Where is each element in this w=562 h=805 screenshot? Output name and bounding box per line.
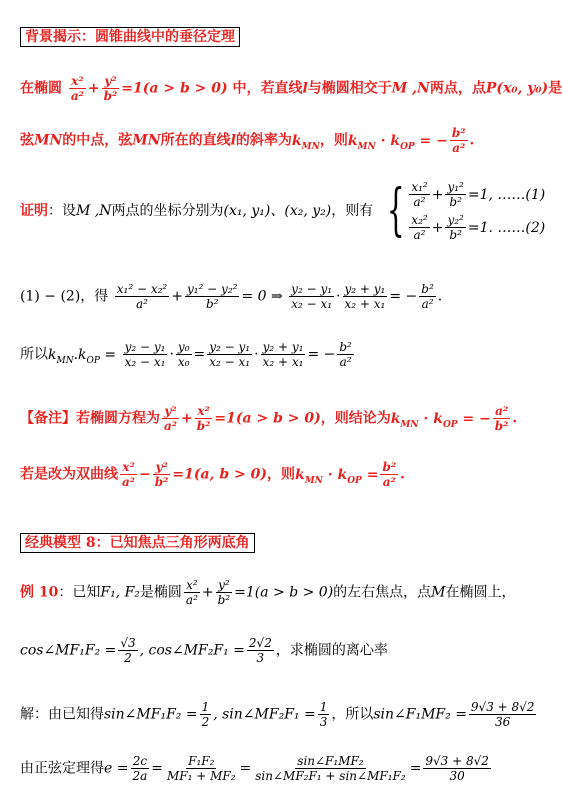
theorem-line-1: 在椭圆 $\frac{\text{x²}}{\text{a²}}$ + $\frac{\text{y²}}{\text{b²}}$ =1(a > b > 0) 中，若直线l与椭圆相交于M ,N两点，点P(x₀, y₀)是 [20,74,562,103]
theorem-line-2: 弦MN的中点，弦MN所在的直线l的斜率为$k_{MN}$，则$k_{MN} \cdot k_{OP}$ = − $\frac{\text{b²}}{\text{a²}}$ . [20,126,475,155]
example-line-2: cos∠MF₁F₂ = $\frac{√3}{2}$ , cos∠MF₂F₁ = $\frac{2√2}{3}$ ，求椭圆的离心率 [20,636,388,665]
proof-conclusion: 所以$k_{MN}.k_{OP}$ = $\frac{\text{y₂ − y₁}}{\text{x₂ − x₁}}$ · $\frac{\text{y₀}}{\text{x₀}}$ = $\frac{\text{y₂ − y₁}}{\text{x₂ − x₁}}$ · $\frac{\text{y₂ + y₁}}{\text{x₂ + x₁}}$ = − $\frac{\text{b²}}{\text{a²}}$ [20,340,352,369]
solution-line-2: 由正弦定理得e = $\frac{2c}{2a}$ = $\frac{\text{F₁F₂}}{\text{MF₁ + MF₂}}$ = $\frac{\text{sin∠F₁MF₂}}{\text{sin∠MF₂F₁ + sin∠MF₁F₂}}$ = $\frac{9√3 + 8√2}{30}$ [20,754,489,783]
solution-line-1: 解：由已知得sin∠MF₁F₂ = $\frac{1}{2}$ , sin∠MF₂F₁ = $\frac{1}{3}$ ，所以sin∠F₁MF₂ = $\frac{9√3 + 8√2}{36}$ [20,700,535,729]
proof-step: (1) − (2)，得 $\frac{\text{x₁² − x₂²}}{\text{a²}}$ + $\frac{\text{y₁² − y₂²}}{\text{b²}}$ = 0 ⇒ $\frac{\text{y₂ − y₁}}{\text{x₂ − x₁}}$ · $\frac{\text{y₂ + y₁}}{\text{x₂ + x₁}}$ = − $\frac{\text{b²}}{\text{a²}}$ . [20,282,443,311]
section-title-2: 经典模型 8：已知焦点三角形两底角 [20,532,255,552]
example-line-1: 例 10：已知F₁, F₂是椭圆 $\frac{\text{x²}}{\text{a²}}$ + $\frac{\text{y²}}{\text{b²}}$ =1(a > b > 0)的左右焦点，点M在椭圆上， [20,578,516,607]
proof-line: 证明：设M ,N两点的坐标分别为(x₁, y₁)、(x₂, y₂)，则有 { $\frac{\text{x₁²}}{\text{a²}}$ + $\frac{\text{y₁²}}{\text{b²}}$ =1, ……(1) $\frac{\text{x₂²}}{\text{a²}}$ + $\frac{\text{y₂²}}{\text{b²}}$ =1. ……(2) [20,178,546,243]
section-title-1: 背景揭示：圆锥曲线中的垂径定理 [20,26,240,46]
note-line: 【备注】若椭圆方程为 $\frac{\text{y²}}{\text{a²}}$ + $\frac{\text{x²}}{\text{b²}}$ =1(a > b > 0)，则结论为$k_{MN} \cdot k_{OP}$ = − $\frac{\text{a²}}{\text{b²}}$ . [20,404,518,433]
hyperbola-line: 若是改为双曲线 $\frac{\text{x²}}{\text{a²}}$ − $\frac{\text{y²}}{\text{b²}}$ =1(a, b > 0)，则$k_{MN} \cdot k_{OP}$ = $\frac{\text{b²}}{\text{a²}}$ . [20,460,405,489]
